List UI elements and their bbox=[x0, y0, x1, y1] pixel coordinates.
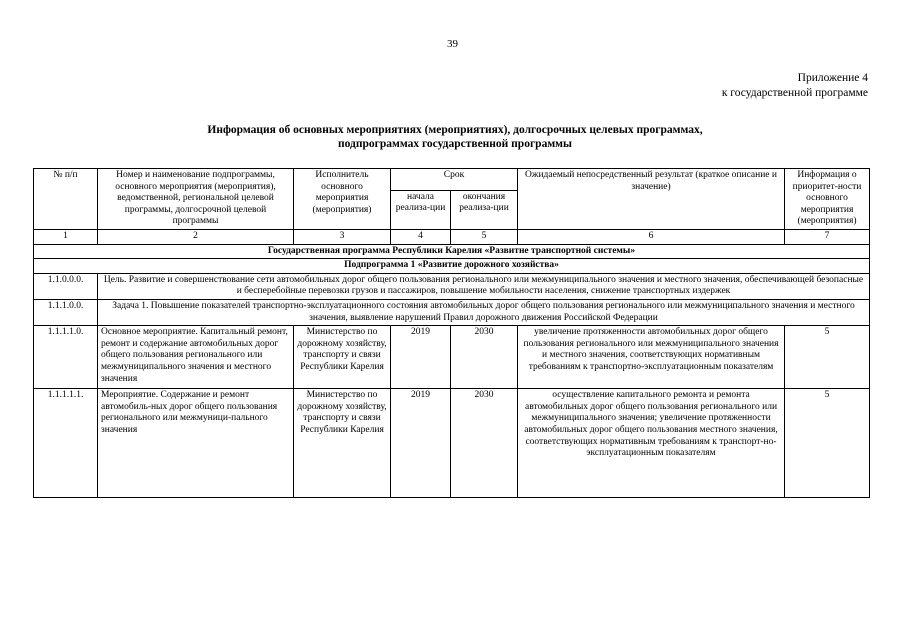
document-title bbox=[60, 123, 850, 151]
column-numbers-row bbox=[34, 229, 870, 244]
appendix-caption bbox=[722, 71, 868, 101]
column-number: 3 bbox=[294, 229, 391, 244]
row-start: 2019 bbox=[391, 389, 451, 498]
row-executor: Министерство по дорожному хозяйству, транспорту и связи Республики Карелия bbox=[294, 389, 391, 498]
page-number: 39 bbox=[447, 38, 458, 50]
table-row bbox=[34, 389, 870, 498]
table-row bbox=[34, 326, 870, 389]
program-title: Государственная программа Республики Карелия «Развитне транспортной системы» bbox=[34, 244, 870, 259]
header-term: Срок bbox=[391, 169, 518, 191]
subprogram-title: Подпрограмма 1 «Развитие дорожного хозяйства» bbox=[34, 259, 870, 274]
header-term-start: начала реализа-ции bbox=[391, 190, 451, 229]
subprogram-row bbox=[34, 259, 870, 274]
appendix-line-1: Приложение 4 bbox=[797, 72, 868, 84]
row-priority: 5 bbox=[785, 326, 870, 389]
header-executor: Исполнитель основного мероприятия (мероприятия) bbox=[294, 169, 391, 230]
row-priority: 5 bbox=[785, 389, 870, 498]
appendix-line-2: к государственной программе bbox=[721, 87, 868, 99]
title-line-1: Информация об основных мероприятиях (мероприятиях), долгосрочных целевых программах, bbox=[207, 124, 703, 136]
row-result: осуществление капитального ремонта и ремонта автомобильных дорог общего пользования регионального или межмуниципального значения; увеличение протяженности автомобильных дорог общего пользования местного значения, соответствующих нормативным требованиям к транспорт-но-эксплуатационным показателям bbox=[518, 389, 785, 498]
column-number: 1 bbox=[34, 229, 98, 244]
header-name: Номер и наименование подпрограммы, основного мероприятия (мероприятия), ведомственной, региональной целевой программы, долгосрочной целевой программы bbox=[98, 169, 294, 230]
header-result: Ожидаемый непосредственный результат (краткое описание и значение) bbox=[518, 169, 785, 230]
task-text: Задача 1. Повышение показателей транспортно-эксплуатационного состояния автомобильных дорог общего пользования регионального или межмуниципального значения и местного значения, выявление нарушений Правил дорожного движения Российской Федерации bbox=[98, 299, 870, 325]
column-number: 2 bbox=[98, 229, 294, 244]
row-end: 2030 bbox=[451, 389, 518, 498]
header-number: № п/п bbox=[34, 169, 98, 230]
header-priority: Информация о приоритет-ности основного мероприятия (мероприятия) bbox=[785, 169, 870, 230]
column-number: 5 bbox=[451, 229, 518, 244]
row-start: 2019 bbox=[391, 326, 451, 389]
row-end: 2030 bbox=[451, 326, 518, 389]
row-number: 1.1.1.1.1. bbox=[34, 389, 98, 498]
column-number: 4 bbox=[391, 229, 451, 244]
row-result: увеличение протяженности автомобильных дорог общего пользования регионального или межмуниципального значения и местного значения, соответствующих нормативным требованиям к транспортно-эксплуатационным показателям bbox=[518, 326, 785, 389]
goal-text: Цель. Развитие и совершенствование сети автомобильных дорог общего пользования регионального или межмуниципального значения и местного значения, обеспечивающей безопасные и бесперебойные перевозки грузов и пассажиров, повышение мобильности населения, снижение транспортных издержек bbox=[98, 273, 870, 299]
title-line-2: подпрограммах государственной программы bbox=[338, 138, 572, 150]
task-row bbox=[34, 299, 870, 325]
column-number: 6 bbox=[518, 229, 785, 244]
row-name: Мероприятие. Содержание и ремонт автомобиль-ных дорог общего пользования регионального или межмуници-пального значения bbox=[98, 389, 294, 498]
column-number: 7 bbox=[785, 229, 870, 244]
task-number: 1.1.1.0.0. bbox=[34, 299, 98, 325]
header-row bbox=[34, 169, 870, 191]
row-name: Основное мероприятие. Капитальный ремонт, ремонт и содержание автомобильных дорог общего пользования регионального или межмуниципального значения и местного значения bbox=[98, 326, 294, 389]
row-executor: Министерство по дорожному хозяйству, транспорту и связи Республики Карелия bbox=[294, 326, 391, 389]
row-number: 1.1.1.1.0. bbox=[34, 326, 98, 389]
goal-number: 1.1.0.0.0. bbox=[34, 273, 98, 299]
program-row bbox=[34, 244, 870, 259]
measures-table bbox=[33, 168, 870, 498]
header-term-end: окончания реализа-ции bbox=[451, 190, 518, 229]
goal-row bbox=[34, 273, 870, 299]
